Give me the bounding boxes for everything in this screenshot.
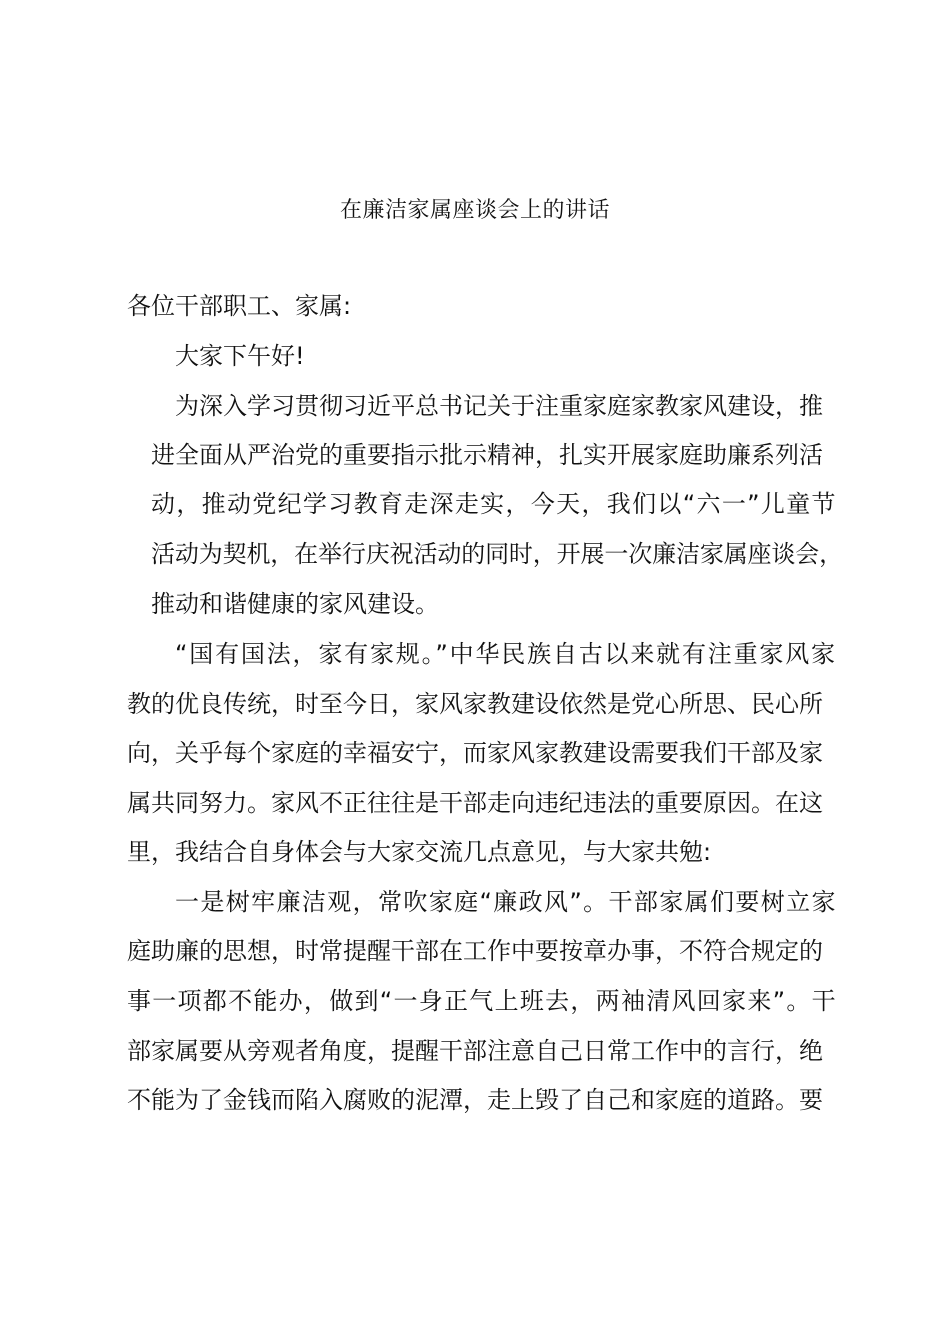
paragraph1-line: 动，推动党纪学习教育走深走实，今天，我们以“六一”儿童节 xyxy=(151,490,837,518)
paragraph2-line: 属共同努力。家风不正往往是干部走向违纪违法的重要原因。在这 xyxy=(127,789,823,817)
paragraph3-line: 一是树牢廉洁观，常吹家庭“廉政风”。干部家属们要树立家 xyxy=(175,888,837,916)
paragraph2-line: 教的优良传统，时至今日，家风家教建设依然是党心所思、民心所 xyxy=(127,690,823,718)
paragraph2-line: “国有国法，家有家规。”中华民族自古以来就有注重家风家 xyxy=(175,640,837,668)
paragraph1-line: 进全面从严治党的重要指示批示精神，扎实开展家庭助廉系列活 xyxy=(151,441,823,469)
paragraph3-line: 事一项都不能办，做到“一身正气上班去，两袖清风回家来”。干 xyxy=(127,987,837,1015)
paragraph3-line: 庭助廉的思想，时常提醒干部在工作中要按章办事，不符合规定的 xyxy=(127,937,823,965)
paragraph1-line: 为深入学习贯彻习近平总书记关于注重家庭家教家风建设，推 xyxy=(175,392,823,420)
paragraph1-line: 活动为契机，在举行庆祝活动的同时，开展一次廉洁家属座谈会， xyxy=(151,540,843,568)
paragraph2-line: 里，我结合自身体会与大家交流几点意见，与大家共勉: xyxy=(127,838,712,866)
paragraph2-line: 向，关乎每个家庭的幸福安宁，而家风家教建设需要我们干部及家 xyxy=(127,739,823,767)
paragraph1-line: 推动和谐健康的家风建设。 xyxy=(151,590,439,618)
paragraph3-line: 不能为了金钱而陷入腐败的泥潭，走上毁了自己和家庭的道路。要 xyxy=(127,1086,823,1114)
salutation: 各位干部职工、家属: xyxy=(127,292,352,320)
document-title: 在廉洁家属座谈会上的讲话 xyxy=(339,198,610,223)
paragraph3-line: 部家属要从旁观者角度，提醒干部注意自己日常工作中的言行，绝 xyxy=(127,1037,823,1065)
greeting: 大家下午好! xyxy=(175,342,305,370)
